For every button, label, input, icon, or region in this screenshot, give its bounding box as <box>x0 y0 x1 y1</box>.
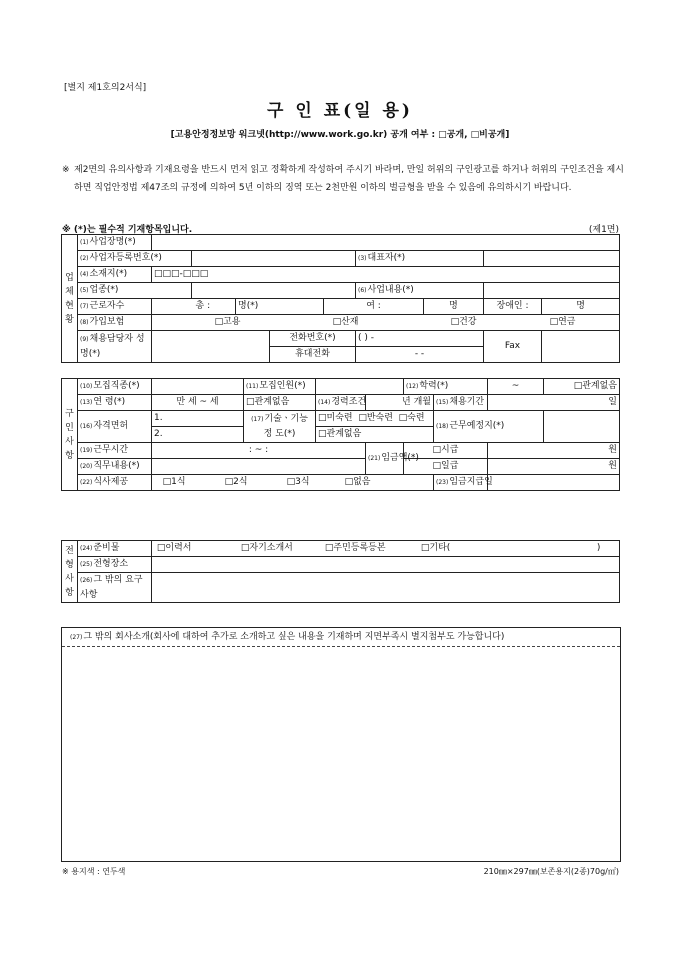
workers-male-unit: 명(*) <box>236 299 324 315</box>
age-none[interactable]: □관계없음 <box>244 395 316 411</box>
form-number: [별지 제1호의2서식] <box>64 83 147 93</box>
industry-field[interactable] <box>192 283 356 299</box>
duties-label: (20)직무내용(*) <box>78 459 152 475</box>
workplace-label: (18)근무예정지(*) <box>434 411 544 443</box>
age-range[interactable]: 만 세 ~ 세 <box>152 395 244 411</box>
place-field[interactable] <box>152 557 620 573</box>
industry-label: (5)업종(*) <box>78 283 192 299</box>
page-label: (제1면) <box>588 225 619 235</box>
other-req-label: (26)그 밖의 요구사항 <box>78 573 152 603</box>
selection-table <box>61 540 620 603</box>
page-title: 구 인 표(일 용) <box>267 101 413 121</box>
meals-none[interactable]: □없음 <box>344 477 371 487</box>
education-label: (12)학력(*) <box>404 379 488 395</box>
notice <box>62 161 628 197</box>
wage-hourly[interactable]: □시급 <box>404 443 488 459</box>
period-field[interactable]: 일 <box>488 395 620 411</box>
address-field[interactable] <box>152 267 620 283</box>
postal-code: □□□-□□□ <box>154 269 209 279</box>
workplace-field[interactable] <box>544 411 620 443</box>
education-range[interactable]: ~ <box>488 379 544 395</box>
required-note: ※ (*)는 필수적 기재항목입니다. <box>62 225 193 235</box>
doc-resume[interactable]: □이력서 <box>156 543 192 553</box>
headcount-label: (11)모집인원(*) <box>244 379 316 395</box>
company-section-label: 업 체 현 황 <box>62 235 78 363</box>
workers-label: (7)근로자수 <box>78 299 152 315</box>
insurance-options[interactable] <box>152 315 620 331</box>
documents-options[interactable] <box>152 541 620 557</box>
career-field[interactable]: 년 개월 <box>366 395 434 411</box>
insurance-employment[interactable]: □고용 <box>214 317 241 327</box>
manager-label: (9)채용담당자 성명(*) <box>78 331 152 363</box>
hours-field[interactable]: : ~ : <box>152 443 366 459</box>
ceo-label: (3)대표자(*) <box>356 251 484 267</box>
skill-none[interactable]: □관계없음 <box>316 427 434 443</box>
company-intro-label: (27)그 밖의 회사소개(회사에 대하여 추가로 소개하고 싶은 내용을 기재하며 지면부족시 별지첨부도 가능합니다) <box>62 628 620 647</box>
period-label: (15)채용기간 <box>434 395 488 411</box>
company-name-field[interactable] <box>152 235 620 251</box>
job-field[interactable] <box>152 379 244 395</box>
ceo-field[interactable] <box>484 251 620 267</box>
license-label: (16)자격면허 <box>78 411 152 443</box>
phone-field[interactable]: ( ) - <box>356 331 484 347</box>
career-label: (14)경력조건 <box>316 395 366 411</box>
duties-field[interactable] <box>152 459 366 475</box>
insurance-accident[interactable]: □산재 <box>332 317 359 327</box>
insurance-health[interactable]: □건강 <box>450 317 477 327</box>
reg-no-field[interactable] <box>192 251 356 267</box>
place-label: (25)전형장소 <box>78 557 152 573</box>
meals-1[interactable]: □1식 <box>162 477 186 487</box>
doc-cover[interactable]: □자기소개서 <box>240 543 293 553</box>
meals-label: (22)식사제공 <box>78 475 152 491</box>
meals-3[interactable]: □3식 <box>286 477 310 487</box>
hours-label: (19)근무시간 <box>78 443 152 459</box>
publication-option: [고용안정정보망 워크넷(http://www.work.go.kr) 공개 여부 : □공개, □비공개] <box>170 130 510 140</box>
company-table <box>61 234 620 363</box>
company-name-label: (1)사업장명(*) <box>78 235 152 251</box>
other-req-field[interactable] <box>152 573 620 603</box>
insurance-pension[interactable]: □연금 <box>549 317 576 327</box>
skill-options[interactable] <box>316 411 434 427</box>
skill-semiskilled[interactable]: □반숙련 <box>358 413 393 423</box>
doc-resident[interactable]: □주민등록등본 <box>324 543 386 553</box>
wage-daily[interactable]: □일급 <box>404 459 488 475</box>
phone-label: 전화번호(*) <box>270 331 356 347</box>
workers-female-unit: 명 <box>424 299 484 315</box>
reg-no-label: (2)사업자등록번호(*) <box>78 251 192 267</box>
meals-2[interactable]: □2식 <box>224 477 248 487</box>
address-label: (4)소재지(*) <box>78 267 152 283</box>
manager-name-field[interactable] <box>152 331 270 363</box>
wage-hourly-unit[interactable]: 원 <box>488 443 620 459</box>
skill-label: (17)기술ㆍ기능 정 도(*) <box>244 411 316 443</box>
selection-section-label: 전 형 사 항 <box>62 541 78 603</box>
doc-other-close: ) <box>596 543 601 553</box>
workers-total[interactable]: 총 : <box>152 299 236 315</box>
skill-unskilled[interactable]: □미숙련 <box>318 413 353 423</box>
wage-daily-unit[interactable]: 원 <box>488 459 620 475</box>
business-label: (6)사업내용(*) <box>356 283 484 299</box>
workers-female[interactable]: 여 : <box>324 299 424 315</box>
insurance-label: (8)가입보험 <box>78 315 152 331</box>
company-intro-box[interactable] <box>61 627 621 862</box>
payday-field[interactable] <box>488 475 620 491</box>
fax-label: Fax <box>484 331 542 363</box>
skill-skilled[interactable]: □숙련 <box>398 413 425 423</box>
documents-label: (24)준비물 <box>78 541 152 557</box>
fax-field[interactable] <box>542 331 620 363</box>
headcount-field[interactable] <box>316 379 404 395</box>
license-2[interactable]: 2. <box>152 427 244 443</box>
recruit-table <box>61 378 620 491</box>
workers-disabled[interactable]: 장애인 : <box>484 299 542 315</box>
wage-label: (21)임금액(*) <box>366 443 404 475</box>
notice-text: 제2면의 유의사항과 기재요령을 반드시 먼저 읽고 정확하게 작성하여 주시기 바라며, 만일 허위의 구인광고를 하거나 허위의 구인조건을 제시하면 직업안정법 제47조의 규정에 의하여 5년 이하의 징역 또는 2천만원 이하의 벌금형을 받을 수 있음에 유의하시기 바랍니다. <box>74 165 624 193</box>
job-label: (10)모집직종(*) <box>78 379 152 395</box>
payday-label: (23)임금지급일 <box>434 475 488 491</box>
age-label: (13)연 령(*) <box>78 395 152 411</box>
mobile-field[interactable]: - - <box>356 347 484 363</box>
meals-options[interactable] <box>152 475 434 491</box>
education-none[interactable]: □관계없음 <box>544 379 620 395</box>
footer-paper-color: ※ 용지색 : 연두색 <box>62 867 126 876</box>
recruit-section-label: 구 인 사 항 <box>62 379 78 491</box>
mobile-label: 휴대전화 <box>270 347 356 363</box>
business-field[interactable] <box>484 283 620 299</box>
doc-other[interactable]: □기타( <box>420 543 451 553</box>
license-1[interactable]: 1. <box>152 411 244 427</box>
footer-paper-spec: 210㎜×297㎜(보존용지(2종)70g/㎡) <box>483 867 619 876</box>
workers-disabled-unit: 명 <box>542 299 620 315</box>
notice-mark: ※ <box>62 165 70 175</box>
